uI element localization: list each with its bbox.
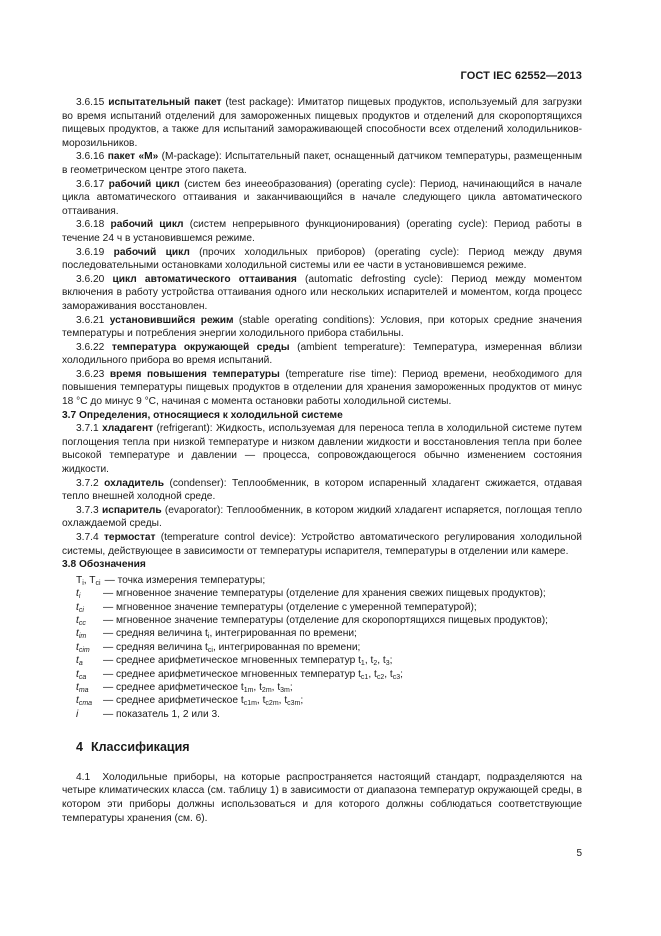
definition-number: 3.6.22 [76, 341, 105, 353]
definitions-3-6 [62, 96, 582, 409]
symbol-row [76, 574, 582, 587]
definition-paragraph [62, 504, 582, 531]
symbol-row [76, 614, 582, 627]
definition-term: температура окружающей среды [111, 341, 290, 353]
symbol-description: — мгновенное значение температуры (отделение для хранения свежих пищевых продуктов); [103, 588, 546, 600]
definition-number: 3.6.20 [76, 273, 105, 285]
definition-term: рабочий цикл [113, 246, 190, 258]
definition-number: 3.6.18 [76, 219, 105, 231]
definition-term: установившийся режим [109, 314, 234, 326]
document-body [62, 96, 582, 825]
symbol-description: — среднее арифметическое мгновенных температур $t_1$, $t_2$, $t_3$; [103, 655, 393, 668]
definition-term: термостат [103, 532, 156, 543]
chapter-number: 4 [76, 740, 83, 755]
symbol-description: — среднее арифметическое $t_{c1m}$, $t_{c2m}$, $t_{c3m}$; [103, 695, 304, 708]
symbol-row [76, 654, 582, 667]
definition-paragraph [62, 246, 582, 273]
definition-text: (ambient temperature): Температура, измеренная вблизи холодильного прибора во время испытаний. [62, 341, 583, 367]
definition-text: (прочих холодильных приборов) (operating cycle): Период между двумя последовательными остановками холодильной системы или ее части в установившемся режиме. [62, 246, 582, 272]
definition-paragraph [62, 422, 582, 476]
chapter-title: Классификация [90, 740, 190, 755]
definition-paragraph [62, 96, 582, 150]
definition-number: 3.6.19 [76, 246, 105, 258]
symbol-key: $t_{cc}$ [76, 615, 86, 627]
definition-paragraph [62, 150, 582, 177]
definition-number: 3.7.2 [76, 477, 99, 489]
definition-term: испытательный пакет [108, 97, 222, 108]
paragraph-4-1 [62, 771, 582, 825]
symbol-row [76, 708, 582, 721]
section-3-8-title: 3.8 Обозначения [62, 559, 146, 571]
symbol-description: — мгновенное значение температуры (отделение с умеренной температурой); [103, 601, 477, 613]
definition-text: (refrigerant): Жидкость, используемая для переноса тепла в холодильной системе путем поглощения тепла при низкой температуре и низком давлении жидкости и восстановления тепла при более высокой температуре и давлении — процесса, сопровождающегося обычно изменением состояния жидкости. [62, 423, 582, 476]
definition-number: 3.6.17 [76, 178, 105, 190]
definition-paragraph [62, 341, 582, 368]
definition-text: (temperature rise time): Период времени, необходимого для повышения температуры пищевых продуктов в отделении для хранения замороженных продуктов от минус 18 °C до минус 9 °C, начиная с момента остановки работы холодильной системы. [62, 368, 582, 408]
definition-number: 3.7.3 [76, 504, 99, 516]
symbol-description: — точка измерения температуры; [104, 574, 266, 586]
symbol-description: — средняя величина $t_i$, интегрированная по времени; [103, 628, 357, 641]
symbol-row [76, 601, 582, 614]
definition-term: рабочий цикл [108, 178, 180, 190]
definition-term: охладитель [104, 477, 165, 489]
definition-text: (M-package): Испытательный пакет, оснащенный датчиком температуры, размещенным в геометрическом центре этого пакета. [62, 151, 582, 176]
definition-number: 3.6.15 [76, 97, 105, 108]
document-header: ГОСТ IEC 62552—2013 [460, 70, 582, 82]
definition-number: 3.7.1 [76, 423, 99, 435]
symbol-description: — мгновенное значение температуры (отделение для скоропортящихся пищевых продуктов); [103, 615, 548, 626]
definition-paragraph [62, 178, 582, 219]
symbol-key: $T_i$, $T_{ci}$ [76, 574, 101, 587]
symbols-list [76, 574, 582, 721]
definition-text: (temperature control device): Устройство автоматического регулирования холодильной системы, действующее в зависимости от температуры испарителя, температуры в отделении или камере. [62, 532, 582, 557]
symbol-key: i [76, 708, 79, 720]
symbol-row [76, 694, 582, 707]
symbol-row [76, 627, 582, 640]
definition-number: 3.6.21 [76, 314, 105, 326]
definition-text: (систем непрерывного функционирования) (operating cycle): Период работы в течение 24 ч в установившемся режиме. [62, 219, 582, 244]
definition-term: цикл автоматического оттаивания [112, 273, 297, 285]
definition-term: пакет «М» [107, 151, 159, 163]
definitions-3-7 [62, 422, 582, 558]
definition-number: 3.6.23 [76, 368, 105, 380]
paragraph-number: 4.1 [76, 771, 91, 783]
symbol-key: $t_{ca}$ [76, 668, 87, 681]
symbol-row [76, 587, 582, 600]
chapter-4-heading [76, 741, 582, 755]
definition-number: 3.7.4 [76, 532, 99, 543]
definition-paragraph [62, 531, 582, 558]
definition-term: хладагент [102, 423, 154, 435]
symbol-key: $t_{ma}$ [76, 682, 89, 695]
definition-text: (stable operating conditions): Условия, при которых средние значения температуры и потребления энергии холодильного прибора стабильны. [62, 314, 582, 340]
symbol-description: — средняя величина $t_{ci}$, интегрированная по времени; [103, 641, 361, 654]
definition-term: рабочий цикл [110, 219, 184, 231]
symbol-key: $t_{cim}$ [76, 641, 90, 654]
definition-paragraph [62, 477, 582, 504]
definition-text: (систем без инееобразования) (operating cycle): Период, начинающийся в начале цикла автоматического оттаивания и заканчивающийся в начале следующего цикла автоматического оттаивания. [62, 178, 582, 217]
symbol-row [76, 681, 582, 694]
definition-text: (test package): Имитатор пищевых продуктов, используемый для загрузки во время испытаний отделений для замороженных пищевых продуктов и отделений для скоропортящихся пищевых продуктов, а также для испытаний замораживающей способности всех отделений холодильников-морозильников. [62, 97, 582, 149]
definition-paragraph [62, 368, 582, 409]
symbol-description: — среднее арифметическое $t_{1m}$, $t_{2m}$, $t_{3m}$; [103, 682, 293, 695]
symbol-key: $t_{ci}$ [76, 601, 84, 614]
paragraph-text: Холодильные приборы, на которые распространяется настоящий стандарт, подразделяются на четыре климатических класса (см. таблицу 1) в зависимости от диапазона температур окружающей среды, в котором эти приборы должны использоваться и для которого должны соблюдаться соответствующие температуры хранения (см. 6). [62, 771, 582, 824]
symbol-description: — показатель 1, 2 или 3. [103, 708, 220, 720]
definition-term: время повышения температуры [109, 368, 280, 380]
page-number: 5 [576, 848, 582, 859]
symbol-row [76, 641, 582, 654]
symbol-key: $t_i$ [76, 588, 81, 601]
definition-number: 3.6.16 [76, 151, 105, 163]
definition-paragraph [62, 314, 582, 341]
definition-text: (condenser): Теплообменник, в котором испаренный хладагент сжижается, отдавая тепло внешней холодной среде. [62, 477, 582, 503]
definition-term: испаритель [101, 504, 162, 516]
definition-paragraph [62, 218, 582, 245]
symbol-description: — среднее арифметическое мгновенных температур $t_{c1}$, $t_{c2}$, $t_{c3}$; [103, 668, 403, 681]
symbol-key: $t_{im}$ [76, 628, 87, 641]
symbol-key: $t_a$ [76, 655, 83, 668]
symbol-row [76, 668, 582, 681]
definition-paragraph [62, 273, 582, 314]
definition-text: (automatic defrosting cycle): Период между моментом включения в работу устройства оттаивания одного или нескольких испарителей и моментом, когда процесс замораживания восстановлен. [62, 273, 582, 312]
definition-text: (evaporator): Теплообменник, в котором жидкий хладагент испаряется, поглощая тепло охлаждаемой среды. [62, 504, 582, 530]
section-3-7-title: 3.7 Определения, относящиеся к холодильной системе [62, 409, 343, 421]
symbol-key: $t_{cma}$ [76, 695, 93, 708]
